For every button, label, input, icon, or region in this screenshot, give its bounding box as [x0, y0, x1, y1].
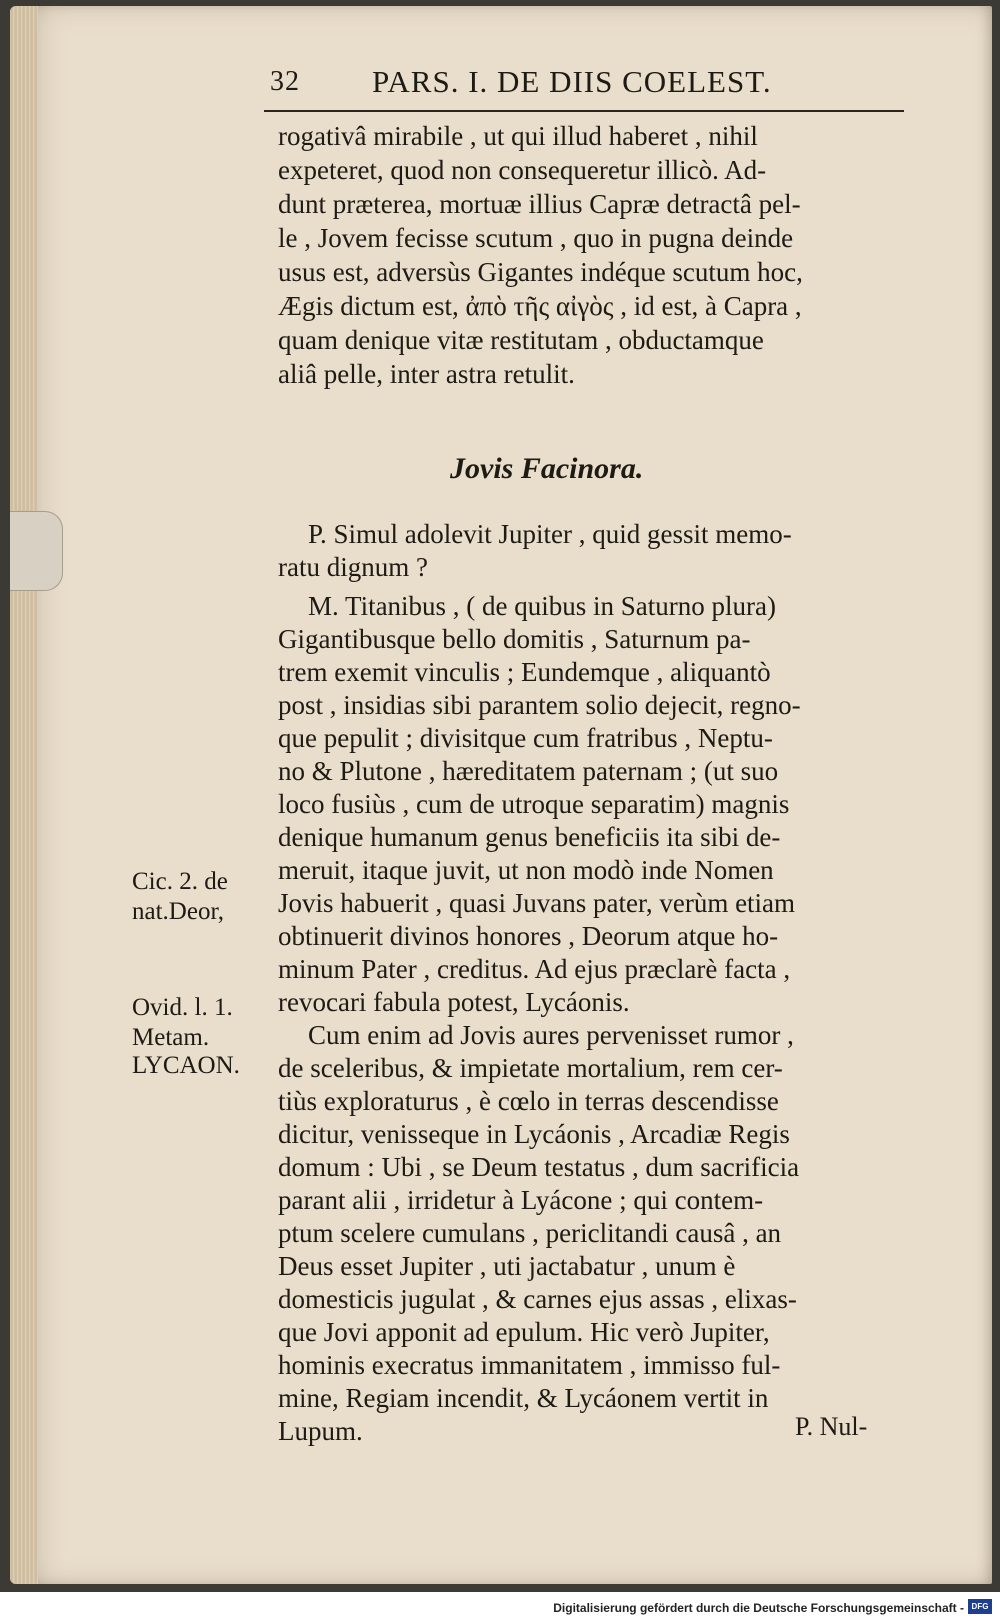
text-line: tiùs exploraturus , è cœlo in terras descendisse: [278, 1086, 779, 1116]
text-line: aliâ pelle, inter astra retulit.: [278, 359, 575, 389]
text-line: expeteret, quod non consequeretur illicò. Ad-: [278, 155, 767, 185]
footer-credit: Digitalisierung gefördert durch die Deutsche Forschungsgemeinschaft -: [553, 1601, 964, 1615]
text-line: rogativâ mirabile , ut qui illud haberet , nihil: [278, 121, 758, 151]
text-line: Ægis dictum est, ἀπὸ τῆς αἰγὸς , id est, à Capra ,: [278, 291, 802, 321]
running-title: PARS. I. DE DIIS COELEST.: [372, 64, 772, 99]
book-page: [10, 6, 992, 1584]
text-line: denique humanum genus beneficiis ita sibi de-: [278, 822, 781, 852]
text-line: obtinuerit divinos honores , Deorum atque ho-: [278, 921, 779, 951]
text-line: hominis execratus immanitatem , immisso ful-: [278, 1350, 781, 1380]
text-line: post , insidias sibi parantem solio dejecit, regno-: [278, 690, 801, 720]
running-head: [264, 64, 904, 108]
dfg-logo: DFG: [968, 1599, 992, 1614]
text-line: P. Simul adolevit Jupiter , quid gessit memo-: [308, 519, 792, 549]
text-line: Deus esset Jupiter , uti jactabatur , unum è: [278, 1251, 736, 1281]
head-rule: [264, 110, 904, 112]
margin-note: nat.Deor,: [132, 898, 225, 925]
text-line: meruit, itaque juvit, ut non modò inde Nomen: [278, 855, 774, 885]
text-line: mine, Regiam incendit, & Lycáonem vertit in: [278, 1383, 769, 1413]
margin-note: LYCAON.: [132, 1052, 240, 1079]
text-line: minum Pater , creditus. Ad ejus præclarè facta ,: [278, 954, 791, 984]
text-line: Jovis habuerit , quasi Juvans pater, verùm etiam: [278, 888, 796, 918]
text-line: M. Titanibus , ( de quibus in Saturno plura): [308, 591, 777, 621]
text-line: dicitur, venisseque in Lycáonis , Arcadiæ Regis: [278, 1119, 790, 1149]
margin-note: Cic. 2. de: [132, 868, 228, 895]
text-line: que Jovi apponit ad epulum. Hic verò Jupiter,: [278, 1317, 770, 1347]
text-line: domum : Ubi , se Deum testatus , dum sacrificia: [278, 1152, 800, 1182]
text-line: revocari fabula potest, Lycáonis.: [278, 987, 630, 1017]
catchword: P. Nul-: [795, 1412, 868, 1441]
text-line: loco fusiùs , cum de utroque separatim) magnis: [278, 789, 790, 819]
text-line: Lupum.: [278, 1416, 363, 1446]
text-line: domesticis jugulat , & carnes ejus assas , elixas-: [278, 1284, 797, 1314]
margin-note: Ovid. l. 1.: [132, 994, 233, 1021]
text-line: que pepulit ; divisitque cum fratribus , Neptu-: [278, 723, 773, 753]
section-heading: Jovis Facinora.: [450, 452, 644, 485]
text-line: ptum scelere cumulans , periclitandi causâ , an: [278, 1218, 782, 1248]
margin-note: Metam.: [132, 1024, 210, 1051]
text-line: le , Jovem fecisse scutum , quo in pugna deinde: [278, 223, 794, 253]
page-number: 32: [270, 66, 300, 97]
page-content: [10, 6, 992, 1584]
text-line: quam denique vitæ restitutam , obductamque: [278, 325, 764, 355]
text-line: dunt præterea, mortuæ illius Capræ detractâ pel-: [278, 189, 801, 219]
text-line: usus est, adversùs Gigantes indéque scutum hoc,: [278, 257, 803, 287]
text-line: Gigantibusque bello domitis , Saturnum pa-: [278, 624, 751, 654]
text-line: de sceleribus, & impietate mortalium, rem cer-: [278, 1053, 783, 1083]
digitization-footer: [0, 1592, 1000, 1624]
text-line: ratu dignum ?: [278, 552, 428, 582]
text-line: Cum enim ad Jovis aures pervenisset rumor ,: [308, 1020, 794, 1050]
text-line: parant alii , irridetur à Lyácone ; qui contem-: [278, 1185, 764, 1215]
text-line: trem exemit vinculis ; Eundemque , aliquantò: [278, 657, 771, 687]
text-line: no & Plutone , hæreditatem paternam ; (ut suo: [278, 756, 779, 786]
